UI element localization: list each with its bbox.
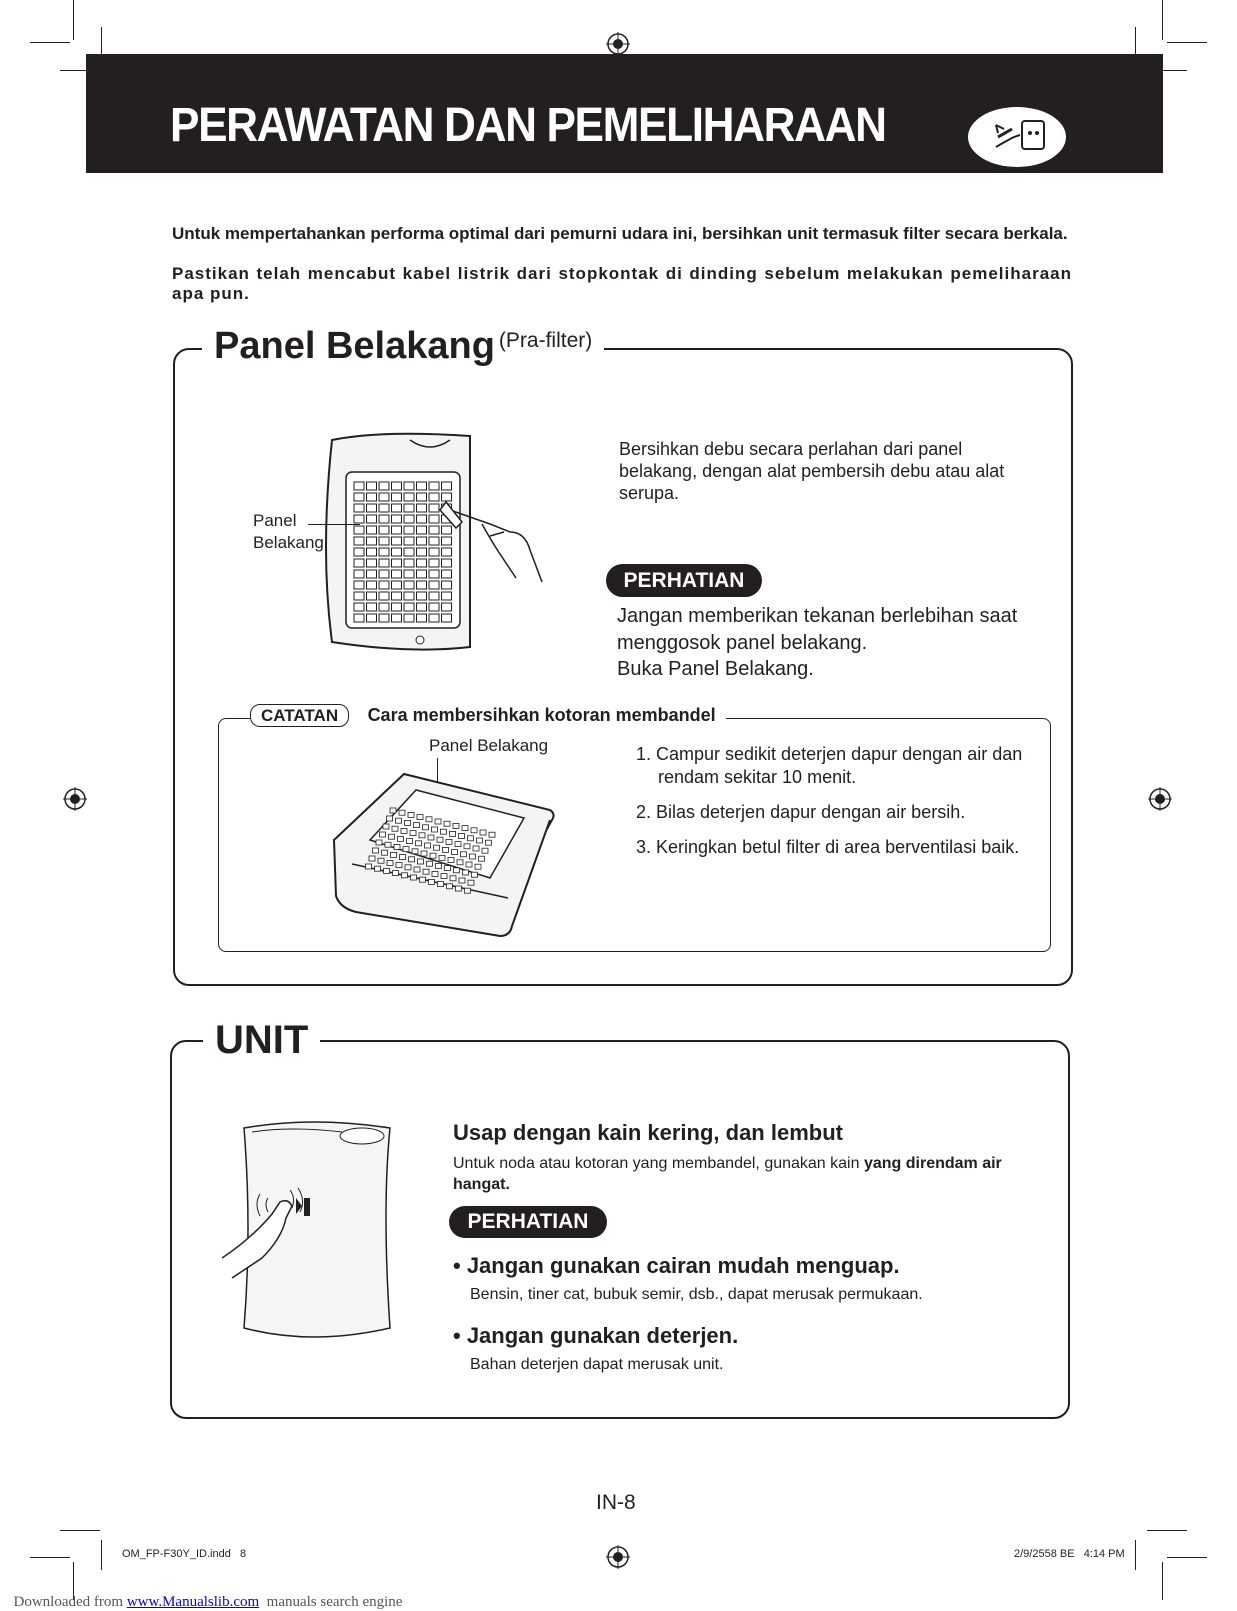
filter-cell [432,871,438,876]
filter-cell [445,866,451,871]
filter-cell [417,482,427,490]
crop-mark [1162,1562,1163,1600]
filter-cell [404,548,414,556]
filter-cell [411,875,417,880]
filter-cell [404,603,414,611]
note-step: 1. Campur sedikit deterjen dapur dengan air dan rendam sekitar 10 menit. [636,744,1023,787]
filter-cell [442,548,452,556]
label-belakang: Belakang [253,533,324,552]
filter-cell [379,548,389,556]
note-step: 3. Keringkan betul filter di area berventilasi baik. [636,837,1020,857]
crop-mark [30,42,70,43]
filter-cell [455,842,461,847]
filter-cell [446,839,452,844]
tray-label: Panel Belakang [429,736,549,755]
filter-cell [430,853,436,858]
filter-cell [414,823,420,828]
filter-cell [429,614,439,622]
filter-cell [401,828,407,833]
page-title: PERAWATAN DAN PEMELIHARAAN [170,99,886,152]
filter-cell [417,815,423,820]
filter-cell [429,559,439,567]
filter-cell [429,592,439,600]
filter-cell [379,603,389,611]
crop-mark [1167,42,1207,43]
filter-cell [459,878,465,883]
filter-cell [394,844,400,849]
filter-cell [373,848,379,853]
filter-cell [439,855,445,860]
filter-cell [429,515,439,523]
filter-cell [392,482,402,490]
filter-cell [379,526,389,534]
file-name: OM_FP-F30Y_ID.indd 8 [122,1548,247,1560]
filter-cell [444,821,450,826]
filter-cell [392,548,402,556]
filter-cell [466,862,472,867]
note-heading-row [250,705,726,726]
filter-cell [429,603,439,611]
filter-cell [414,867,420,872]
filter-cell [404,482,414,490]
filter-cell [354,537,364,545]
intro-paragraph-2: Pastikan telah mencabut kabel listrik dari stopkontak di dinding sebelum melakukan pemeliharaan apa pun. [172,264,1072,303]
filter-cell [410,831,416,836]
filter-cell [448,858,454,863]
filter-cell [417,526,427,534]
filter-cell [354,581,364,589]
filter-cell [429,493,439,501]
filter-cell [417,614,427,622]
filter-cell [442,581,452,589]
filter-cell [441,829,447,834]
crop-mark [1135,1540,1136,1570]
filter-cell [456,886,462,891]
filter-cell [367,592,377,600]
filter-cell [379,559,389,567]
filter-cell [404,559,414,567]
panel-caution-line-1: Jangan memberikan tekanan berlebihan saat [617,605,1018,627]
crop-mark [101,1540,102,1570]
filter-cell [463,870,469,875]
filter-cell [417,592,427,600]
filter-cell [434,845,440,850]
filter-cell [482,848,488,853]
filter-cell [427,861,433,866]
filter-cell [380,832,386,837]
panel-description: Bersihkan debu secara perlahan dari panel belakang, dengan alat pembersih debu atau alat serupa. [619,439,1005,503]
filter-cell [389,834,395,839]
filter-cell [392,603,402,611]
filter-cell [354,592,364,600]
filter-cell [384,868,390,873]
note-heading: Cara membersihkan kotoran membandel [367,705,716,725]
note-steps [636,743,1036,871]
filter-cell [425,843,431,848]
filter-cell [396,818,402,823]
filter-cell [461,852,467,857]
unit-caution-badge: PERHATIAN [449,1206,607,1238]
filter-cell [367,493,377,501]
panel-caution-line-2: menggosok panel belakang. [617,632,868,654]
filter-cell [450,876,456,881]
filter-cell [465,888,471,893]
unit-description-text: Untuk noda atau kotoran yang membandel, gunakan kain [453,1155,864,1172]
filter-cell [404,515,414,523]
filter-cell [417,515,427,523]
filter-cell [404,614,414,622]
filter-cell [379,537,389,545]
filter-cell [400,855,406,860]
filter-cell [387,816,393,821]
filter-cell [429,482,439,490]
filter-cell [442,603,452,611]
filter-cell [462,826,468,831]
filter-cell [459,834,465,839]
filter-cell [378,858,384,863]
filter-cell [421,851,427,856]
filter-cell [429,504,439,512]
filter-cell [354,570,364,578]
unit-heading: Usap dengan kain kering, dan lembut [453,1120,843,1145]
unit-section-title: UNIT [215,1018,309,1062]
filter-cell [390,808,396,813]
filter-cell [429,879,435,884]
filter-cell [404,493,414,501]
filter-cell [453,823,459,828]
filter-cell [392,504,402,512]
filter-cell [367,570,377,578]
filter-cell [472,872,478,877]
filter-cell [417,493,427,501]
filter-cell [383,824,389,829]
filter-cell [423,869,429,874]
filter-cell [420,877,426,882]
filter-cell [379,504,389,512]
filter-cell [432,827,438,832]
filter-cell [398,836,404,841]
download-footer [6,1577,402,1611]
filter-cell [354,482,364,490]
filter-cell [354,515,364,523]
filter-cell [442,592,452,600]
note-step: 2. Bilas deterjen dapur dengan air bersih. [636,802,966,822]
crop-mark [1162,0,1163,40]
leader-line [308,524,360,525]
purifier-front-illustration [222,1118,402,1348]
crop-mark [73,0,74,40]
filter-cell [442,493,452,501]
filter-cell [429,537,439,545]
filter-cell [354,559,364,567]
filter-cell [404,581,414,589]
filter-cell [379,493,389,501]
filter-cell [354,548,364,556]
crop-mark [30,1557,70,1558]
filter-cell [392,592,402,600]
filter-cell [392,537,402,545]
filter-cell [475,864,481,869]
filter-cell [392,493,402,501]
filter-cell [404,592,414,600]
filter-cell [441,874,447,879]
filter-cell [367,482,377,490]
filter-cell [382,850,388,855]
filter-cell [379,515,389,523]
filter-cell [367,526,377,534]
filter-cell [443,847,449,852]
filter-cell [442,570,452,578]
filter-cell [435,819,441,824]
filter-cell [396,863,402,868]
manualslib-link[interactable]: www.Manualslib.com [126,1594,260,1610]
filter-cell [392,826,398,831]
filter-cell [442,526,452,534]
filter-cell [354,526,364,534]
filter-cell [408,812,414,817]
filter-cell [376,840,382,845]
crop-mark [1147,1530,1187,1531]
filter-cell [477,838,483,843]
filter-cell [419,833,425,838]
crop-mark [1135,27,1136,57]
filter-cell [442,482,452,490]
unit-section-heading [203,1018,320,1063]
filter-cell [404,504,414,512]
filter-cell [367,548,377,556]
panel-caution-line-3: Buka Panel Belakang. [617,658,814,680]
filter-cell [417,537,427,545]
filter-cell [404,537,414,545]
filter-cell [354,504,364,512]
label-panel: Panel [253,511,297,530]
filter-cell [392,526,402,534]
page-number: IN-8 [596,1491,636,1514]
unplug-icon [968,107,1066,167]
filter-cell [379,614,389,622]
filter-cell [354,614,364,622]
filter-cell [442,559,452,567]
filter-cell [417,570,427,578]
panel-caution-badge: PERHATIAN [606,564,762,597]
filter-cell [437,837,443,842]
filter-cell [417,504,427,512]
filter-cell [480,830,486,835]
filter-cell [479,856,485,861]
filter-cell [447,884,453,889]
filter-cell [417,559,427,567]
filter-cell [367,515,377,523]
crop-mark [60,1530,100,1531]
registration-mark-icon [63,787,87,811]
filter-cell [417,603,427,611]
filter-cell [429,526,439,534]
panel-section-subtitle: (Pra-filter) [498,329,593,352]
filter-cell [416,841,422,846]
filter-cell [428,835,434,840]
unit-bullet-2-title: • Jangan gunakan deterjen. [453,1323,739,1348]
filter-cell [489,832,495,837]
filter-cell [392,515,402,523]
registration-mark-icon [606,32,630,56]
filter-cell [399,810,405,815]
filter-cell [392,559,402,567]
filter-cell [429,581,439,589]
filter-cell [375,866,381,871]
crop-mark [101,27,102,57]
filter-cell [405,820,411,825]
filter-cell [393,871,399,876]
filter-cell [409,857,415,862]
filter-cell [392,570,402,578]
filter-cell [450,831,456,836]
filter-cell [403,847,409,852]
tray-illustration [330,768,560,938]
filter-cell [429,548,439,556]
filter-cell [367,504,377,512]
filter-cell [473,846,479,851]
filter-cell [367,537,377,545]
filter-cell [369,856,375,861]
filter-cell [404,570,414,578]
intro-paragraph-1: Untuk mempertahankan performa optimal dari pemurni udara ini, bersihkan unit termasuk filter secara berkala. [172,224,1068,243]
filter-cell [385,842,391,847]
download-suffix: manuals search engine [259,1594,403,1610]
filter-cell [379,570,389,578]
filter-cell [404,526,414,534]
filter-cell [442,537,452,545]
filter-cell [407,839,413,844]
filter-cell [426,817,432,822]
unit-bullet-1-title: • Jangan gunakan cairan mudah menguap. [453,1253,900,1278]
filter-cell [379,592,389,600]
filter-cell [438,882,444,887]
panel-section-heading [202,325,604,368]
filter-cell [452,850,458,855]
filter-cell [418,859,424,864]
crop-mark [1167,1557,1207,1558]
filter-cell [412,849,418,854]
filter-cell [429,570,439,578]
panel-section-title: Panel Belakang [214,325,495,367]
filter-cell [457,860,463,865]
filter-cell [464,844,470,849]
filter-cell [417,581,427,589]
filter-cell [366,864,372,869]
download-prefix: Downloaded from [13,1594,127,1610]
filter-cell [391,852,397,857]
filter-cell [392,581,402,589]
filter-cell [354,493,364,501]
note-label: CATATAN [250,704,349,727]
filter-cell [387,860,393,865]
filter-cell [402,873,408,878]
filter-cell [367,603,377,611]
filter-cell [367,614,377,622]
unit-bullet-2-text: Bahan deterjen dapat merusak unit. [470,1356,724,1373]
filter-cell [367,559,377,567]
filter-cell [468,836,474,841]
unit-bullet-1-text: Bensin, tiner cat, bubuk semir, dsb., dapat merusak permukaan. [470,1286,923,1303]
registration-mark-icon [606,1545,630,1569]
filter-cell [354,603,364,611]
filter-cell [454,868,460,873]
print-date: 2/9/2558 BE 4:14 PM [1014,1548,1125,1560]
filter-cell [417,548,427,556]
filter-cell [379,482,389,490]
filter-cell [423,825,429,830]
filter-cell [471,828,477,833]
back-panel-illustration [320,432,550,662]
filter-cell [379,581,389,589]
filter-cell [367,581,377,589]
filter-cell [442,614,452,622]
filter-cell [468,880,474,885]
unit-description-bold: yang direndam air hangat. [453,1155,1002,1193]
filter-cell [486,840,492,845]
filter-cell [436,863,442,868]
filter-cell [470,854,476,859]
registration-mark-icon [1148,787,1172,811]
unit-description [453,1153,1053,1195]
filter-cell [392,614,402,622]
filter-cell [405,865,411,870]
